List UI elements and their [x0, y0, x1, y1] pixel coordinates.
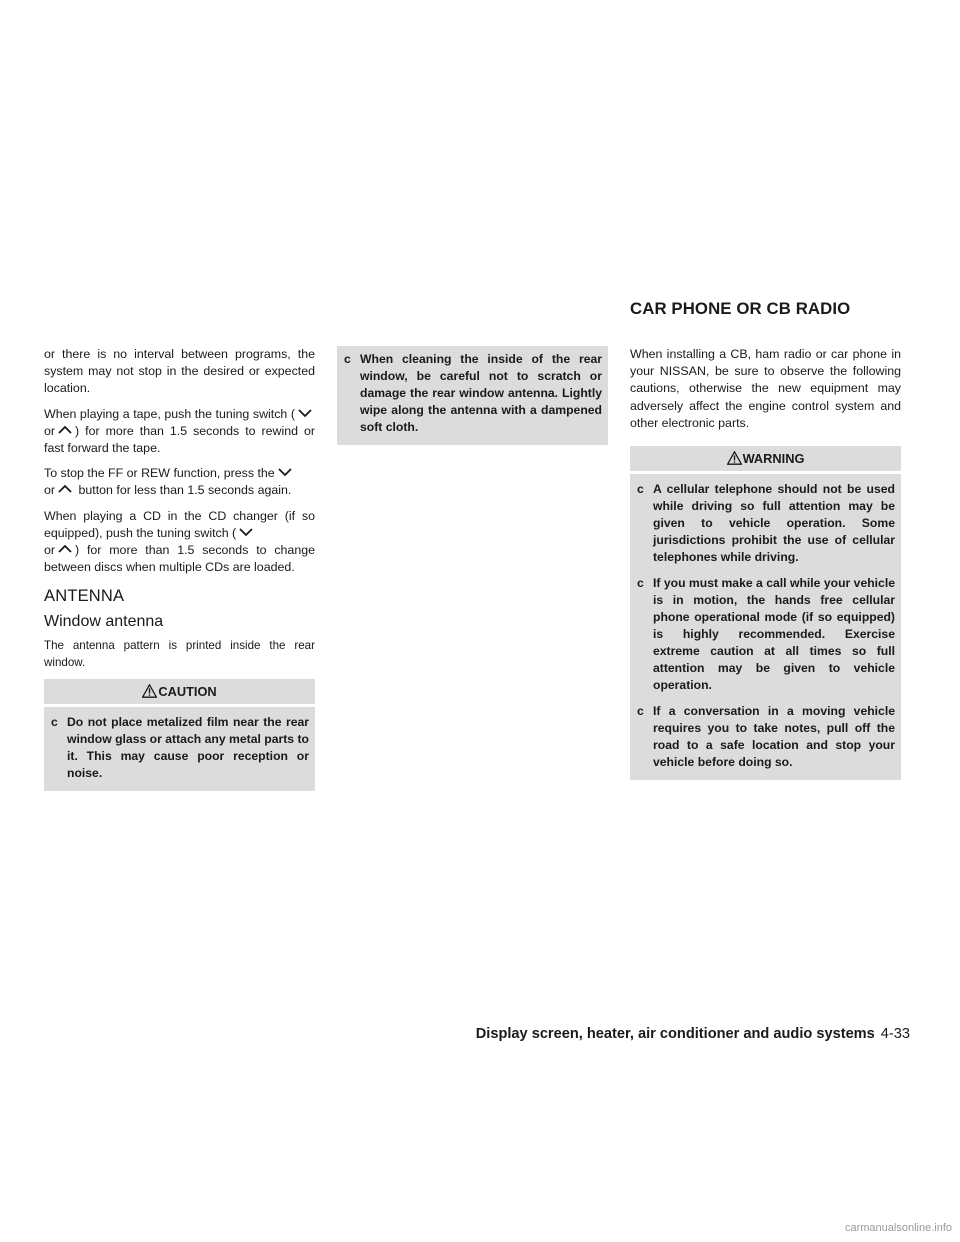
text-fragment: ) for more than 1.5 seconds to rewind or fast forward the tape.	[44, 423, 315, 456]
bullet-mark: c	[51, 715, 58, 730]
chevron-down-icon	[297, 407, 313, 419]
text-fragment: button for less than 1.5 seconds again.	[78, 483, 292, 498]
chevron-down-icon	[238, 526, 254, 538]
warning-title	[630, 450, 901, 474]
text-fragment: or	[44, 543, 56, 558]
caution-title	[44, 683, 315, 707]
warning-item-text: A cellular telephone should not be used while driving so full attention may be given to vehicle operation. Some jurisdictions prohibit the use of cellular telephones while driving.	[653, 482, 895, 565]
footer-chapter: Display screen, heater, air conditioner and audio systems	[475, 1026, 875, 1042]
caution-title-text: CAUTION	[158, 684, 217, 700]
caution-list-continued	[344, 351, 602, 436]
caution-item-text: When cleaning the inside of the rear window, be careful not to scratch or damage the rear window antenna. Lightly wipe along the antenna with a dampened soft cloth.	[360, 352, 602, 434]
warning-item	[637, 575, 895, 694]
warning-title-text: WARNING	[742, 451, 805, 467]
text-fragment: or	[44, 423, 56, 438]
warning-triangle-icon	[727, 451, 742, 465]
window-antenna-heading: Window antenna	[44, 613, 164, 631]
caution-item	[51, 714, 309, 782]
caution-item-text: Do not place metalized film near the rear window glass or attach any metal parts to it. This may cause poor reception or noise.	[67, 715, 309, 781]
bullet-mark: c	[637, 482, 644, 497]
watermark: carmanualsonline.info	[844, 1222, 952, 1234]
paragraph-antenna-pattern: The antenna pattern is printed inside the rear window.	[44, 639, 315, 669]
antenna-heading: ANTENNA	[44, 587, 125, 606]
paragraph-tape	[44, 406, 315, 458]
warning-item	[637, 703, 895, 771]
caution-box	[44, 679, 315, 791]
bullet-mark: c	[637, 576, 644, 591]
warning-triangle-icon	[142, 684, 157, 698]
page-footer	[440, 1024, 910, 1044]
caution-box-continued	[337, 346, 608, 445]
column-left	[44, 346, 315, 799]
text-fragment: ) for more than 1.5 seconds to change between discs when multiple CDs are loaded.	[44, 543, 315, 575]
text-fragment: or	[44, 483, 56, 498]
paragraph-programs: or there is no interval between programs, the system may not stop in the desired or expected location.	[44, 347, 315, 396]
section-title: CAR PHONE OR CB RADIO	[630, 299, 851, 318]
paragraph-stop-ff-rew	[44, 465, 315, 499]
warning-item	[637, 481, 895, 566]
warning-list	[630, 481, 901, 771]
column-right	[630, 346, 901, 788]
chevron-down-icon	[277, 466, 293, 478]
warning-box	[630, 446, 901, 780]
caution-list	[44, 714, 315, 782]
paragraph-installing-cb: When installing a CB, ham radio or car phone in your NISSAN, be sure to observe the following cautions, otherwise the new equipment may adversely affect the engine control system and other electronic parts.	[630, 347, 901, 430]
warning-item-text: If a conversation in a moving vehicle requires you to take notes, pull off the road to a safe location and stop your vehicle before doing so.	[653, 704, 895, 770]
caution-item	[344, 351, 602, 436]
text-fragment: When playing a tape, push the tuning switch (	[44, 406, 295, 421]
footer-page-number: 4-33	[880, 1026, 910, 1042]
bullet-mark: c	[637, 704, 644, 719]
chevron-up-icon	[57, 424, 73, 436]
column-middle	[337, 346, 608, 445]
chevron-up-icon	[57, 543, 73, 555]
warning-item-text: If you must make a call while your vehicle is in motion, the hands free cellular phone operational mode (if so equipped) is highly recommended. Exercise extreme caution at all times so full attention may be given to vehicle operation.	[653, 576, 895, 693]
paragraph-cd-changer	[44, 508, 315, 577]
text-fragment: To stop the FF or REW function, press the	[44, 466, 275, 481]
bullet-mark: c	[344, 352, 351, 366]
text-fragment: When playing a CD in the CD changer (if so equipped), push the tuning switch (	[44, 508, 315, 540]
chevron-up-icon	[57, 483, 73, 495]
